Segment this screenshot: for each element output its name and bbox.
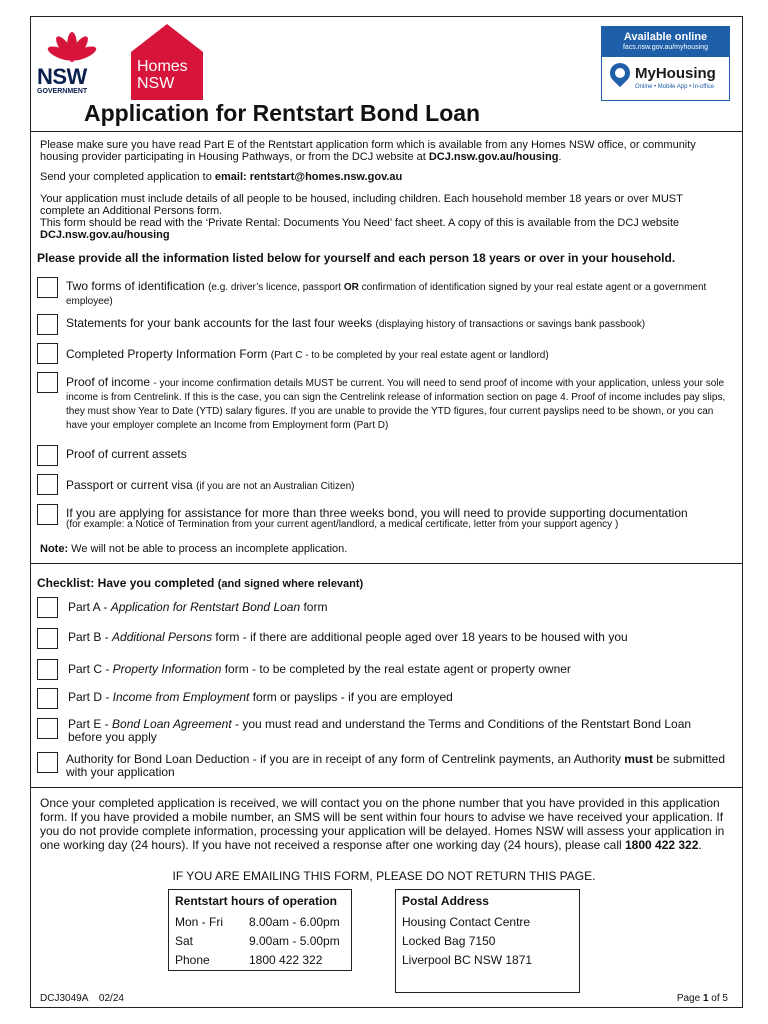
checkbox-authority[interactable] — [37, 752, 58, 773]
doc-main: Two forms of identification — [66, 279, 209, 293]
checkbox-three-weeks-bond[interactable] — [37, 504, 58, 525]
hours-key: Mon - Fri — [175, 914, 223, 929]
page-label: Page — [676, 993, 703, 1004]
doc-bank-statements — [66, 317, 726, 331]
part-desc: form — [300, 600, 328, 614]
part-label: Part C - — [68, 662, 113, 676]
doc-main: Completed Property Information Form — [66, 347, 271, 361]
checkbox-part-d[interactable] — [37, 688, 58, 709]
checklist-divider — [30, 563, 743, 564]
page-number — [677, 993, 728, 1004]
doc-detail: (displaying history of transactions or savings bank passbook) — [375, 319, 646, 330]
checklist-part-c — [68, 663, 728, 676]
hours-title: Rentstart hours of operation — [175, 894, 338, 908]
checkbox-part-b[interactable] — [37, 628, 58, 649]
part-title: Application for Rentstart Bond Loan — [110, 600, 301, 614]
postal-line: Housing Contact Centre — [402, 914, 531, 929]
homes-nsw-wordmark — [137, 58, 188, 92]
part-label: Part A - — [68, 600, 111, 614]
checklist-part-d — [68, 691, 728, 704]
doc-detail: - your income confirmation details MUST be current. You will need to send proof of income with your application, unless your sole income is from Centrelink. If this is the case, you can sign the Centrelink release of information section on page 4. Proof of income includes pay slips, they must show Year to Date (YTD) salary figures. If you are unable to provide the YTD figures, four current payslips need to be shown, or you can have your employer complete an Income from Employment form (Part D) — [66, 378, 726, 431]
checkbox-part-a[interactable] — [37, 597, 58, 618]
available-online-label: Available online — [623, 31, 708, 43]
checklist-part-e — [68, 718, 728, 744]
part-title: Additional Persons — [112, 630, 213, 644]
myhousing-subtitle: Online • Mobile App • In-office — [635, 84, 715, 90]
doc-identification — [66, 280, 726, 308]
hours-box — [168, 889, 352, 971]
hours-row — [175, 912, 351, 931]
part-desc: form - if there are additional people aged over 18 years to be housed with you — [212, 630, 628, 644]
intro-text: Please make sure you have read Part E of the Rentstart application form which is available from any Homes NSW office, or community housing provider participating in Housing Pathways, or from the DCJ website at — [40, 139, 696, 163]
checklist-part-a — [68, 601, 728, 614]
dcj-website-link-2: DCJ.nsw.gov.au/housing — [40, 229, 170, 241]
homes-line1: Homes — [137, 58, 188, 75]
part-desc: form - to be completed by the real estate agent or property owner — [221, 662, 571, 676]
doc-detail: (for example: a Notice of Termination from your current agent/landlord, a medical certificate, letter from your support agency ) — [66, 519, 619, 530]
checkbox-bank-statements[interactable] — [37, 314, 58, 335]
authority-text-2: be submitted with your application — [66, 752, 726, 779]
part-desc: form or payslips - if you are employed — [249, 690, 453, 704]
myhousing-row — [602, 57, 729, 83]
doc-or: OR — [343, 282, 359, 293]
intro-paragraph-1 — [40, 139, 730, 163]
doc-three-weeks-bond — [66, 507, 726, 531]
postal-title: Postal Address — [402, 894, 489, 908]
intro-paragraph-3 — [40, 193, 730, 217]
household-text: Your application must include details of all people to be housed, including children. Each household member 18 years or over MUST complete an Additional Persons form. — [40, 193, 683, 217]
checkbox-property-form[interactable] — [37, 343, 58, 364]
intro-period: . — [558, 151, 562, 163]
checkbox-part-e[interactable] — [37, 718, 58, 739]
nsw-wordmark: NSW — [37, 64, 87, 89]
doc-property-form — [66, 348, 726, 362]
doc-proof-of-income — [66, 376, 726, 432]
part-title: Property Information — [112, 662, 222, 676]
doc-main: Proof of current assets — [66, 447, 187, 461]
processing-paragraph — [40, 796, 730, 852]
part-label: Part D - — [68, 690, 113, 704]
doc-detail: (if you are not an Australian Citizen) — [196, 481, 355, 492]
part-label: Part E - — [68, 717, 113, 731]
form-code: DCJ3049A 02/24 — [40, 993, 124, 1004]
emailing-note: IF YOU ARE EMAILING THIS FORM, PLEASE DO NOT RETURN THIS PAGE. — [172, 869, 596, 883]
checklist-part-b — [68, 631, 728, 644]
fact-sheet-text: This form should be read with the ‘Private Rental: Documents You Need’ fact sheet. A copy of this is available from the DCJ website — [40, 217, 680, 229]
authority-must: must — [624, 752, 653, 766]
doc-main: Passport or current visa — [66, 478, 197, 492]
page-current: 1 — [702, 993, 709, 1004]
hours-value: 8.00am - 6.00pm — [249, 914, 340, 929]
hours-key: Phone — [175, 952, 210, 967]
processing-text: Once your completed application is received, we will contact you on the phone number that you have provided in this application form. If you have provided a mobile number, an SMS will be sent within four hours to advise we have received your application. If you do not provide complete information, processing your application will be delayed. Homes NSW will assess your application in one working day (24 hours). If you have not received a response after one working day (24 hours), please call — [40, 796, 725, 852]
checkbox-part-c[interactable] — [37, 659, 58, 680]
checklist-heading-text: Checklist: Have you completed — [37, 576, 218, 590]
hours-row — [175, 931, 351, 950]
part-title: Income from Employment — [112, 690, 250, 704]
footer-divider — [30, 787, 743, 788]
hours-value: 1800 422 322 — [249, 952, 323, 967]
doc-main: Statements for your bank accounts for the last four weeks — [66, 316, 376, 330]
title-divider — [30, 131, 743, 132]
doc-main: If you are applying for assistance for more than three weeks bond, you will need to provide supporting documentation — [66, 506, 688, 520]
hours-value: 9.00am - 5.00pm — [249, 933, 340, 948]
doc-detail: (Part C - to be completed by your real estate agent or landlord) — [270, 350, 549, 361]
doc-detail-2: confirmation of identification signed by your real estate agent or a government employee) — [66, 282, 707, 307]
checkbox-current-assets[interactable] — [37, 445, 58, 466]
myhousing-url: facs.nsw.gov.au/myhousing — [622, 44, 709, 51]
part-label: Part B - — [68, 630, 113, 644]
myhousing-band — [602, 27, 729, 57]
checklist-heading — [37, 576, 363, 590]
postal-line: Liverpool BC NSW 1871 — [402, 952, 533, 967]
dcj-website-link: DCJ.nsw.gov.au/housing — [428, 151, 559, 163]
provide-heading: Please provide all the information listed below for yourself and each person 18 years or over in your household. — [37, 251, 676, 265]
postal-line: Locked Bag 7150 — [402, 933, 496, 948]
note-text: We will not be able to process an incomplete application. — [68, 543, 348, 555]
checkbox-passport-visa[interactable] — [37, 474, 58, 495]
doc-main: Proof of income — [66, 375, 154, 389]
page-title: Application for Rentstart Bond Loan — [84, 100, 481, 126]
checklist-heading-small: (and signed where relevant) — [217, 578, 364, 590]
myhousing-title: MyHousing — [635, 64, 716, 82]
checkbox-identification[interactable] — [37, 277, 58, 298]
page-total: of 5 — [708, 993, 728, 1004]
postal-address-box — [395, 889, 580, 993]
checkbox-proof-of-income[interactable] — [37, 372, 58, 393]
doc-detail: (e.g. driver’s licence, passport — [208, 282, 344, 293]
processing-period: . — [698, 838, 702, 852]
hours-row — [175, 950, 351, 969]
send-text: Send your completed application to — [40, 171, 215, 183]
doc-current-assets — [66, 448, 726, 460]
nsw-government-label: GOVERNMENT — [37, 88, 88, 95]
intro-paragraph-4 — [40, 217, 730, 241]
doc-passport-visa — [66, 479, 726, 493]
authority-text: Authority for Bond Loan Deduction - if you are in receipt of any form of Centrelink payments, an Authority — [66, 752, 625, 766]
note-label: Note: — [40, 543, 69, 555]
incomplete-note — [40, 543, 730, 555]
homes-line2: NSW — [137, 75, 175, 92]
rentstart-email: email: rentstart@homes.nsw.gov.au — [214, 171, 403, 183]
part-desc: - you must read and understand the Terms and Conditions of the Rentstart Bond Loan before you apply — [68, 717, 692, 744]
myhousing-badge — [601, 26, 730, 101]
checklist-authority — [66, 753, 726, 779]
contact-phone: 1800 422 322 — [625, 838, 699, 852]
hours-key: Sat — [175, 933, 194, 948]
intro-paragraph-2 — [40, 171, 730, 183]
part-title: Bond Loan Agreement — [112, 717, 232, 731]
